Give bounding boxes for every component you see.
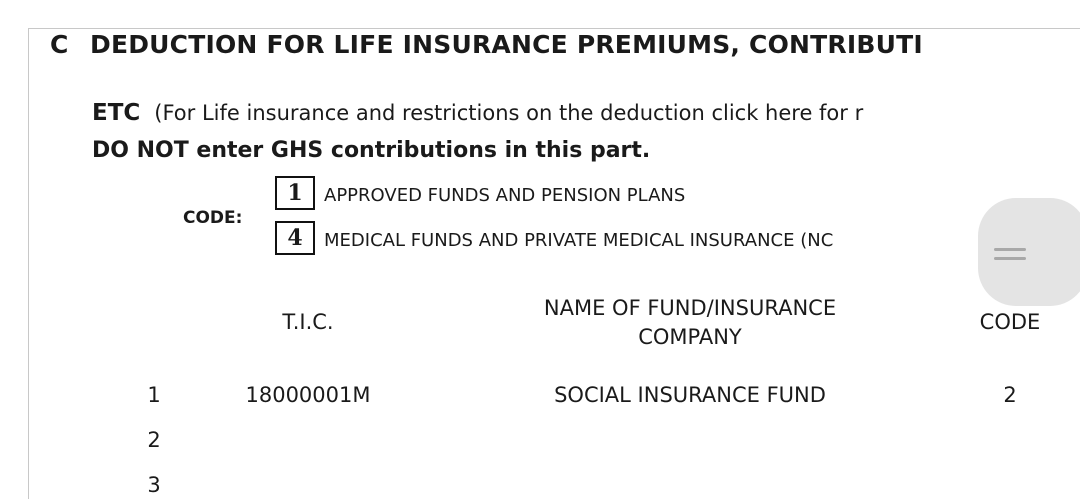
etc-row xyxy=(92,100,863,126)
code-box-4: 4 xyxy=(275,221,315,255)
form-frame xyxy=(28,28,1080,499)
col-header-tic: T.I.C. xyxy=(282,310,334,334)
drag-handle-icon xyxy=(994,248,1026,251)
code-description-1: APPROVED FUNDS AND PENSION PLANS xyxy=(324,185,686,206)
row-number: 1 xyxy=(147,383,161,407)
col-header-name-line1: NAME OF FUND/INSURANCE xyxy=(543,296,837,320)
scroll-handle[interactable] xyxy=(978,198,1080,306)
code-value[interactable]: 2 xyxy=(1003,383,1017,407)
section-letter: C xyxy=(50,30,69,59)
code-label: CODE: xyxy=(183,208,243,228)
code-box-1: 1 xyxy=(275,176,315,210)
col-header-code: CODE xyxy=(979,310,1041,334)
section-title: DEDUCTION FOR LIFE INSURANCE PREMIUMS, CONTRIBUTI xyxy=(90,30,923,59)
row-number: 3 xyxy=(147,473,161,497)
ghs-warning: DO NOT enter GHS contributions in this part. xyxy=(92,138,651,163)
col-header-name-line2: COMPANY xyxy=(638,325,742,349)
col-header-name xyxy=(470,294,910,352)
row-number: 2 xyxy=(147,428,161,452)
code-description-4: MEDICAL FUNDS AND PRIVATE MEDICAL INSURANCE (NC xyxy=(324,230,834,251)
tic-value[interactable]: 18000001M xyxy=(245,383,371,407)
fund-name-value[interactable]: SOCIAL INSURANCE FUND xyxy=(554,383,826,407)
etc-label: ETC xyxy=(92,100,141,126)
deduction-help-link[interactable]: (For Life insurance and restrictions on the deduction click here for r xyxy=(154,101,864,125)
